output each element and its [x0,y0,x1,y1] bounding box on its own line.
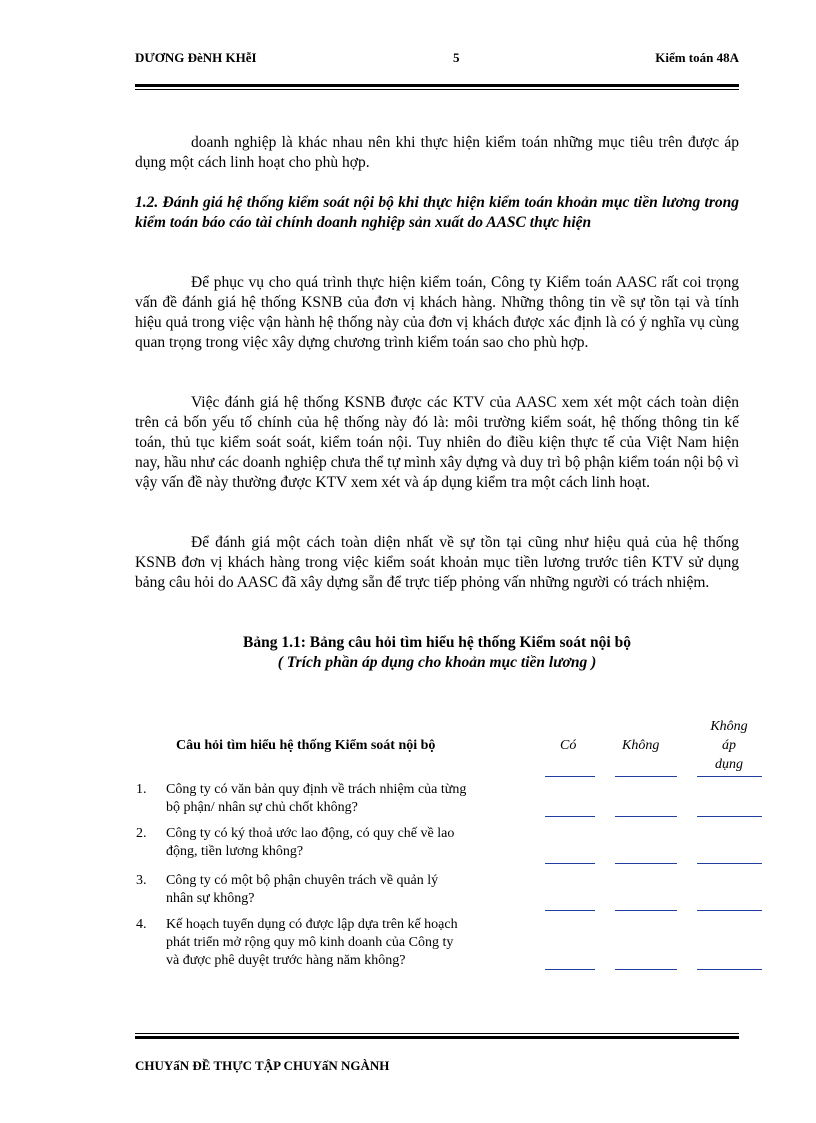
question-text-line: Công ty có ký thoả ước lao động, có quy chế về lao [166,826,455,841]
answer-line-no [615,969,677,970]
column-header-no: Không [622,738,660,753]
header-author: DƯƠNG ĐèNH KHễI [135,50,257,65]
answer-line-no [615,776,677,777]
paragraph-continued: doanh nghiệp là khác nhau nên khi thực hiện kiểm toán những mục tiêu trên được áp dụng một cách linh hoạt cho phù hợp. [135,134,739,171]
answer-line-no [615,910,677,911]
header-rule [135,84,739,87]
table-subtitle: ( Trích phần áp dụng cho khoản mục tiền lương ) [277,654,597,671]
answer-line-yes [545,776,595,777]
question-text-line: phát triển mở rộng quy mô kinh doanh của Công ty [166,935,454,950]
question-text-line: Công ty có một bộ phận chuyên trách về quản lý [166,873,439,888]
answer-line-no [615,863,677,864]
answer-line-yes [545,969,595,970]
paragraph-3: Để đánh giá một cách toàn diện nhất về sự tồn tại cũng như hiệu quả của hệ thống KSNB đơn vị khách hàng trong việc kiểm soát khoản mục tiền lương trước tiên KTV sử dụng bảng câu hỏi do AASC đã xây dựng sẵn để trực tiếp phỏng vấn những người có trách nhiệm. [135,534,739,591]
answer-line-na [697,863,762,864]
column-header-yes: Có [560,738,577,753]
section-heading: 1.2. Đánh giá hệ thống kiểm soát nội bộ khi thực hiện kiểm toán khoản mục tiền lương trong kiểm toán báo cáo tài chính doanh nghiệp sản xuất do AASC thực hiện [135,194,739,231]
question-text-line: và được phê duyệt trước hàng năm không? [166,953,406,968]
header-rule-thin [135,89,739,90]
answer-line-yes [545,816,595,817]
paragraph-2: Việc đánh giá hệ thống KSNB được các KTV của AASC xem xét một cách toàn diện trên cả bốn yếu tố chính của hệ thống này đó là: môi trường kiểm soát, hệ thống thông tin kế toán, thủ tục kiểm soát soát, kiểm toán nội. Tuy nhiên do điều kiện thực tế của Việt Nam hiện nay, hầu như các doanh nghiệp chưa thể tự mình xây dựng và duy trì bộ phận kiểm toán nội bộ vì vậy vấn đề này thường được KTV xem xét và áp dụng kiểm tra một cách linh hoạt. [135,394,739,491]
column-header-not-applicable [700,717,758,774]
question-number: 4. [136,917,147,932]
answer-line-yes [545,910,595,911]
answer-line-na [697,910,762,911]
page-header [135,50,739,68]
question-number: 2. [136,826,147,841]
answer-line-na [697,776,762,777]
question-text-line: nhân sự không? [166,891,255,906]
column-header-na-line1: Không [710,719,748,734]
header-page-number: 5 [453,50,460,65]
question-number: 1. [136,782,147,797]
page-footer: CHUYấN ĐỀ THỰC TẬP CHUYấN NGÀNH [135,1058,390,1073]
question-text-line: bộ phận/ nhân sự chủ chốt không? [166,800,358,815]
question-text-line: Công ty có văn bản quy định về trách nhiệm của từng [166,782,467,797]
question-number: 3. [136,873,147,888]
table-title: Bảng 1.1: Bảng câu hỏi tìm hiểu hệ thống Kiểm soát nội bộ [243,634,631,651]
footer-rule [135,1036,739,1039]
question-text-line: động, tiền lương không? [166,844,304,859]
answer-line-no [615,816,677,817]
column-header-na-line2: áp [722,738,736,753]
column-header-question: Câu hỏi tìm hiểu hệ thống Kiểm soát nội bộ [176,738,436,753]
question-text-line: Kế hoạch tuyển dụng có được lập dựa trên kế hoạch [166,917,458,932]
answer-line-yes [545,863,595,864]
footer-rule-thin [135,1033,739,1034]
column-header-na-line3: dụng [715,757,743,772]
paragraph-1: Để phục vụ cho quá trình thực hiện kiểm toán, Công ty Kiểm toán AASC rất coi trọng vấn đề đánh giá hệ thống KSNB của đơn vị khách hàng. Những thông tin về sự tồn tại và tính hiệu quả trong việc vận hành hệ thống này của đơn vị khách được xác định là có ý nghĩa vụ cùng quan trọng trong việc xây dựng chương trình kiểm toán sao cho phù hợp. [135,274,739,351]
header-course: Kiểm toán 48A [655,50,739,65]
answer-line-na [697,816,762,817]
answer-line-na [697,969,762,970]
